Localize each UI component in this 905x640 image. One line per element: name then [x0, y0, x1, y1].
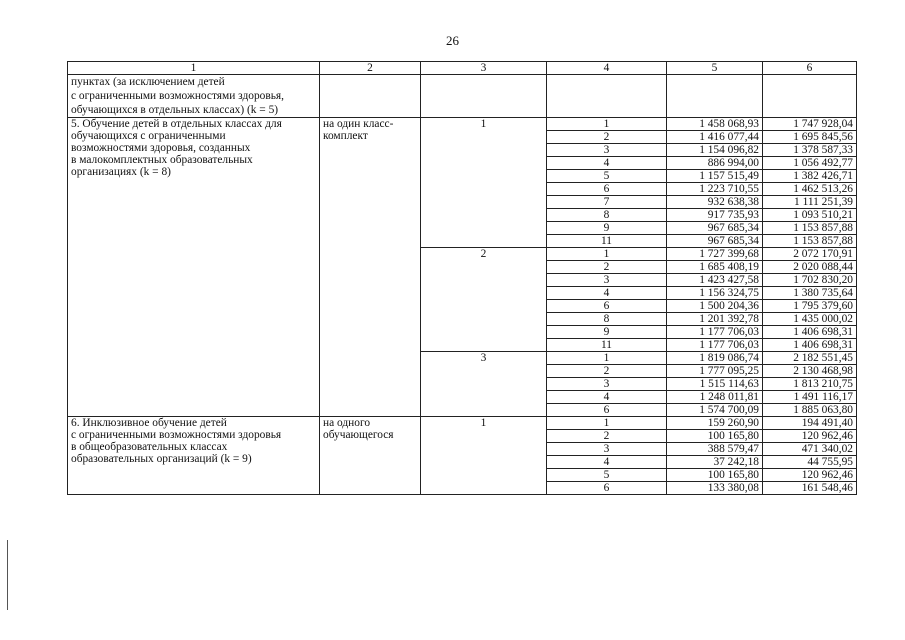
value-cell-col6: 1 813 210,75	[763, 378, 857, 391]
subgroup-cell: 9	[547, 326, 667, 339]
subgroup-cell: 5	[547, 170, 667, 183]
value-cell-col6: 2 130 468,98	[763, 365, 857, 378]
continuation-row	[68, 75, 857, 118]
description-line: возможностями здоровья, созданных	[71, 142, 251, 154]
value-cell-col6: 120 962,46	[763, 430, 857, 443]
value-cell-col6: 1 695 845,56	[763, 131, 857, 144]
subgroup-cell: 2	[547, 131, 667, 144]
group-cell: 1	[421, 118, 547, 248]
description-line: образовательных организаций (k = 9)	[71, 453, 252, 465]
description-line: 6. Инклюзивное обучение детей	[71, 417, 227, 429]
value-cell-col5: 1 157 515,49	[667, 170, 763, 183]
group-cell: 2	[421, 248, 547, 352]
value-cell-col6: 194 491,40	[763, 417, 857, 430]
value-cell-col5: 967 685,34	[667, 235, 763, 248]
header-col-1: 1	[68, 62, 320, 75]
value-cell-col5: 37 242,18	[667, 456, 763, 469]
subgroup-cell: 4	[547, 456, 667, 469]
header-row	[68, 62, 857, 75]
section5-description	[68, 118, 320, 417]
subgroup-cell: 6	[547, 482, 667, 495]
unit-line: комплект	[323, 130, 368, 142]
subgroup-cell: 3	[547, 378, 667, 391]
value-cell-col6: 471 340,02	[763, 443, 857, 456]
value-cell-col5: 1 177 706,03	[667, 339, 763, 352]
subgroup-cell: 8	[547, 313, 667, 326]
subgroup-cell: 2	[547, 430, 667, 443]
subgroup-cell: 2	[547, 365, 667, 378]
page-number: 26	[446, 33, 459, 48]
section6-unit	[320, 417, 421, 495]
value-cell-col5: 388 579,47	[667, 443, 763, 456]
value-cell-col5: 1 416 077,44	[667, 131, 763, 144]
subgroup-cell: 1	[547, 352, 667, 365]
continuation-description	[68, 75, 320, 118]
group-cell: 3	[421, 352, 547, 417]
subgroup-cell: 3	[547, 443, 667, 456]
value-cell-col5: 1 423 427,58	[667, 274, 763, 287]
value-cell-col5: 1 156 324,75	[667, 287, 763, 300]
subgroup-cell: 3	[547, 274, 667, 287]
value-cell-col6: 1 378 587,33	[763, 144, 857, 157]
subgroup-cell: 6	[547, 300, 667, 313]
subgroup-cell: 9	[547, 222, 667, 235]
continuation-empty-cell	[547, 75, 667, 118]
value-cell-col6: 2 182 551,45	[763, 352, 857, 365]
continuation-empty-cell	[763, 75, 857, 118]
tariff-table	[67, 61, 857, 495]
value-cell-col6: 1 111 251,39	[763, 196, 857, 209]
description-line: в общеобразовательных классах	[71, 441, 228, 453]
section6-description	[68, 417, 320, 495]
value-cell-col6: 161 548,46	[763, 482, 857, 495]
description-line: в малокомплектных образовательных	[71, 154, 253, 166]
subgroup-cell: 6	[547, 404, 667, 417]
value-cell-col5: 932 638,38	[667, 196, 763, 209]
value-cell-col6: 1 491 116,17	[763, 391, 857, 404]
section5-unit	[320, 118, 421, 417]
continuation-empty-cell	[667, 75, 763, 118]
description-line: 5. Обучение детей в отдельных классах для	[71, 118, 282, 130]
header-col-4: 4	[547, 62, 667, 75]
subgroup-cell: 11	[547, 235, 667, 248]
header-col-6: 6	[763, 62, 857, 75]
description-line: с ограниченными возможностями здоровья	[71, 429, 282, 441]
value-cell-col5: 1 201 392,78	[667, 313, 763, 326]
value-cell-col6: 1 462 513,26	[763, 183, 857, 196]
value-cell-col5: 886 994,00	[667, 157, 763, 170]
value-cell-col6: 44 755,95	[763, 456, 857, 469]
value-cell-col6: 1 056 492,77	[763, 157, 857, 170]
value-cell-col6: 1 747 928,04	[763, 118, 857, 131]
value-cell-col5: 100 165,80	[667, 469, 763, 482]
group-cell: 1	[421, 417, 547, 495]
continuation-line: пунктах (за исключением детей	[71, 76, 225, 88]
value-cell-col5: 1 154 096,82	[667, 144, 763, 157]
unit-line: на одного	[323, 417, 371, 429]
value-cell-col5: 1 223 710,55	[667, 183, 763, 196]
value-cell-col6: 1 406 698,31	[763, 326, 857, 339]
subgroup-cell: 11	[547, 339, 667, 352]
unit-line: на один класс-	[323, 118, 394, 130]
subgroup-cell: 2	[547, 261, 667, 274]
value-cell-col6: 2 072 170,91	[763, 248, 857, 261]
continuation-empty-cell	[421, 75, 547, 118]
value-cell-col5: 159 260,90	[667, 417, 763, 430]
margin-line	[7, 540, 8, 610]
subgroup-cell: 7	[547, 196, 667, 209]
description-line: обучающихся с ограниченными	[71, 130, 226, 142]
value-cell-col6: 1 702 830,20	[763, 274, 857, 287]
header-col-2: 2	[320, 62, 421, 75]
value-cell-col6: 2 020 088,44	[763, 261, 857, 274]
subgroup-cell: 3	[547, 144, 667, 157]
subgroup-cell: 1	[547, 417, 667, 430]
description-line: организациях (k = 8)	[71, 166, 171, 178]
value-cell-col5: 967 685,34	[667, 222, 763, 235]
table-row	[68, 417, 857, 430]
unit-line: обучающегося	[323, 429, 394, 441]
value-cell-col6: 120 962,46	[763, 469, 857, 482]
header-col-3: 3	[421, 62, 547, 75]
value-cell-col5: 1 685 408,19	[667, 261, 763, 274]
subgroup-cell: 4	[547, 157, 667, 170]
value-cell-col5: 133 380,08	[667, 482, 763, 495]
subgroup-cell: 1	[547, 248, 667, 261]
value-cell-col5: 1 574 700,09	[667, 404, 763, 417]
value-cell-col5: 1 248 011,81	[667, 391, 763, 404]
continuation-empty-cell	[320, 75, 421, 118]
subgroup-cell: 8	[547, 209, 667, 222]
value-cell-col6: 1 153 857,88	[763, 235, 857, 248]
value-cell-col5: 1 500 204,36	[667, 300, 763, 313]
table-row	[68, 118, 857, 131]
value-cell-col5: 1 819 086,74	[667, 352, 763, 365]
value-cell-col5: 1 777 095,25	[667, 365, 763, 378]
value-cell-col6: 1 406 698,31	[763, 339, 857, 352]
value-cell-col6: 1 380 735,64	[763, 287, 857, 300]
value-cell-col6: 1 153 857,88	[763, 222, 857, 235]
subgroup-cell: 5	[547, 469, 667, 482]
value-cell-col6: 1 382 426,71	[763, 170, 857, 183]
subgroup-cell: 4	[547, 287, 667, 300]
continuation-line: обучающихся в отдельных классах) (k = 5)	[71, 104, 279, 116]
value-cell-col5: 1 458 068,93	[667, 118, 763, 131]
value-cell-col5: 1 727 399,68	[667, 248, 763, 261]
value-cell-col5: 100 165,80	[667, 430, 763, 443]
value-cell-col5: 917 735,93	[667, 209, 763, 222]
value-cell-col6: 1 795 379,60	[763, 300, 857, 313]
subgroup-cell: 1	[547, 118, 667, 131]
header-col-5: 5	[667, 62, 763, 75]
value-cell-col6: 1 885 063,80	[763, 404, 857, 417]
value-cell-col6: 1 093 510,21	[763, 209, 857, 222]
subgroup-cell: 4	[547, 391, 667, 404]
value-cell-col6: 1 435 000,02	[763, 313, 857, 326]
subgroup-cell: 6	[547, 183, 667, 196]
continuation-line: с ограниченными возможностями здоровья,	[71, 90, 285, 102]
value-cell-col5: 1 515 114,63	[667, 378, 763, 391]
value-cell-col5: 1 177 706,03	[667, 326, 763, 339]
